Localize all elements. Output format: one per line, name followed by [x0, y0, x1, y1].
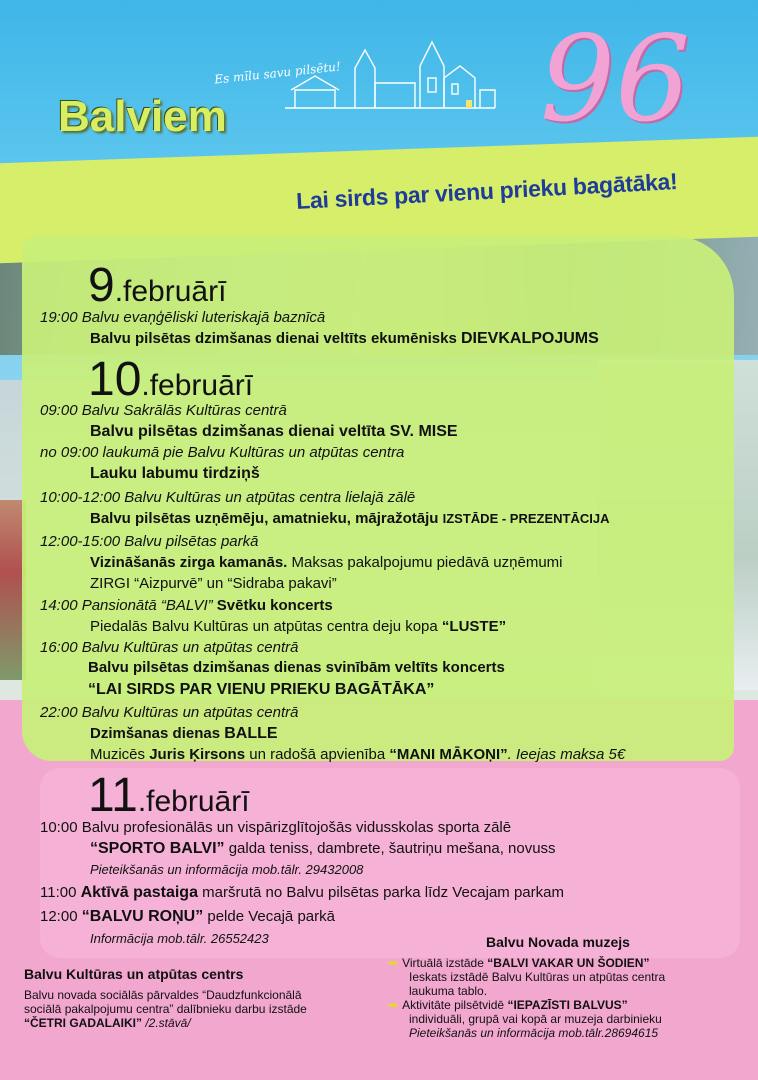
event-title-emph: DIEVKALPOJUMS: [461, 330, 599, 347]
event-detail-text: Muzicēs: [90, 746, 150, 763]
entry-price: . Ieejas maksa 5€: [507, 746, 626, 763]
museum-item-line: Pieteikšanās un informācija mob.tālr.28694615: [409, 1026, 659, 1040]
slogan: Lai sirds par vienu prieku bagātāka!: [295, 168, 679, 214]
event-title: Lauku labumu tirdziņš: [90, 465, 260, 482]
event-title-text: “BALVU ROŅU”: [81, 908, 204, 925]
page-title: Balviem: [58, 92, 227, 141]
event-title-text: Balvu pilsētas dzimšanas dienai veltīts ekumēnisks: [90, 330, 461, 347]
exhibition-line: Balvu novada sociālās pārvaldes “Daudzfunkcionālā: [24, 988, 302, 1002]
event-title-text: Vizināšanās zirga kamanās.: [90, 554, 288, 571]
museum-item-text: Aktivitāte pilsētvidē: [402, 998, 508, 1012]
event-time: 11:00: [40, 884, 81, 901]
date-heading-11: [88, 769, 250, 822]
exhibition-line: sociālā pakalpojumu centra” dalībnieku darbu izstāde: [24, 1002, 307, 1016]
event-detail: galda teniss, dambrete, šautriņu mešana, novuss: [224, 840, 556, 857]
event-title: [90, 554, 563, 571]
event-title: [90, 330, 599, 348]
event-title: [90, 510, 609, 527]
museum-heading: Balvu Novada muzejs: [486, 934, 630, 950]
museum-item-line: Ieskats izstādē Balvu Kultūras un atpūtas centra: [409, 970, 666, 984]
event-title: Balvu pilsētas dzimšanas dienas svinībām veltīts koncerts: [88, 659, 505, 676]
date-month: .februārī: [114, 275, 227, 308]
event-time: 09:00 Balvu Sakrālās Kultūras centrā: [40, 402, 287, 419]
slogan-script: Es mīlu savu pilsētu!: [213, 59, 342, 87]
arrow-icon: ➥: [388, 998, 399, 1012]
museum-block: [388, 934, 748, 1040]
event-time: 12:00: [40, 908, 82, 925]
culture-centre-block: [24, 966, 364, 1030]
event-time: 10:00-12:00 Balvu Kultūras un atpūtas centra lielajā zālē: [40, 489, 416, 506]
exhibition-name: “ČETRI GADALAIKI”: [24, 1016, 142, 1030]
band-name: “MANI MĀKOŅI”: [389, 746, 508, 763]
event-time-title: [40, 597, 333, 614]
churches-drawing: [285, 38, 505, 128]
arrow-icon: ➥: [388, 956, 399, 970]
event-title: [90, 840, 556, 858]
date-month: .februārī: [141, 369, 254, 402]
event-time: 22:00 Balvu Kultūras un atpūtas centrā: [40, 704, 299, 721]
event-detail: ZIRGI “Aizpurvē” un “Sidraba pakavi”: [90, 575, 337, 592]
event-title-text: Balvu pilsētas uzņēmēju, amatnieku, mājražotāju: [90, 510, 443, 527]
event-time-title: [40, 908, 335, 926]
event-title-emph: BALLE: [224, 725, 278, 742]
event-title-text: Dzimšanas dienas: [90, 725, 225, 742]
performer-name: Juris Ķirsons: [149, 746, 246, 763]
date-day: 9: [88, 259, 115, 312]
date-day: 11: [88, 769, 138, 822]
event-name: “LAI SIRDS PAR VIENU PRIEKU BAGĀTĀKA”: [88, 681, 435, 698]
event-info: Informācija mob.tālr. 26552423: [90, 931, 269, 946]
event-detail: pelde Vecajā parkā: [203, 908, 335, 925]
event-title: Balvu pilsētas dzimšanas dienai veltīta SV. MISE: [90, 423, 458, 440]
museum-item-text: Virtuālā izstāde: [402, 956, 488, 970]
event-time: 10:00 Balvu profesionālās un vispārizglītojošās vidusskolas sporta zālē: [40, 819, 512, 836]
event-detail: maršrutā no Balvu pilsētas parka līdz Vecajam parkam: [197, 884, 564, 901]
event-title-text: Svētku koncerts: [216, 597, 333, 614]
event-detail: [90, 746, 625, 763]
date-day: 10: [88, 353, 142, 406]
date-heading-10: [88, 353, 254, 406]
museum-item: [388, 956, 748, 970]
culture-centre-heading: Balvu Kultūras un atpūtas centrs: [24, 966, 244, 982]
event-detail: Maksas pakalpojumu piedāvā uzņēmumi: [287, 554, 563, 571]
event-time: 12:00-15:00 Balvu pilsētas parkā: [40, 533, 259, 550]
event-title: [90, 725, 278, 743]
date-month: .februārī: [137, 785, 250, 818]
museum-item-line: individuāli, grupā vai kopā ar muzeja darbinieku: [409, 1012, 662, 1026]
event-time: 19:00 Balvu evaņģēliski luteriskajā baznīcā: [40, 309, 326, 326]
event-detail: [90, 618, 506, 635]
museum-item: [388, 998, 748, 1012]
event-detail-text: Piedalās Balvu Kultūras un atpūtas centra deju kopa: [90, 618, 442, 635]
event-info: Pieteikšanās un informācija mob.tālr. 29432008: [90, 862, 364, 877]
event-time: no 09:00 laukumā pie Balvu Kultūras un atpūtas centra: [40, 444, 405, 461]
event-time: 14:00 Pansionātā “BALVI”: [40, 597, 217, 614]
event-title-text: “SPORTO BALVI”: [90, 840, 225, 857]
exhibition-floor: /2.stāvā/: [142, 1016, 191, 1030]
museum-item-name: “BALVI VAKAR UN ŠODIEN”: [487, 956, 650, 970]
event-detail-text: un radošā apvienība: [245, 746, 390, 763]
event-detail-emph: “LUSTE”: [441, 618, 507, 635]
date-heading-9: [88, 259, 227, 312]
event-time: 16:00 Balvu Kultūras un atpūtas centrā: [40, 639, 299, 656]
event-title-emph: IZSTĀDE - PREZENTĀCIJA: [442, 511, 610, 526]
anniversary-number: 96: [540, 10, 691, 148]
museum-item-name: “IEPAZĪSTI BALVUS”: [507, 998, 628, 1012]
museum-item-line: laukuma tablo.: [409, 984, 488, 998]
event-title-text: Aktīvā pastaiga: [80, 884, 198, 901]
exhibition-line: [24, 1016, 364, 1030]
event-time-title: [40, 884, 564, 902]
